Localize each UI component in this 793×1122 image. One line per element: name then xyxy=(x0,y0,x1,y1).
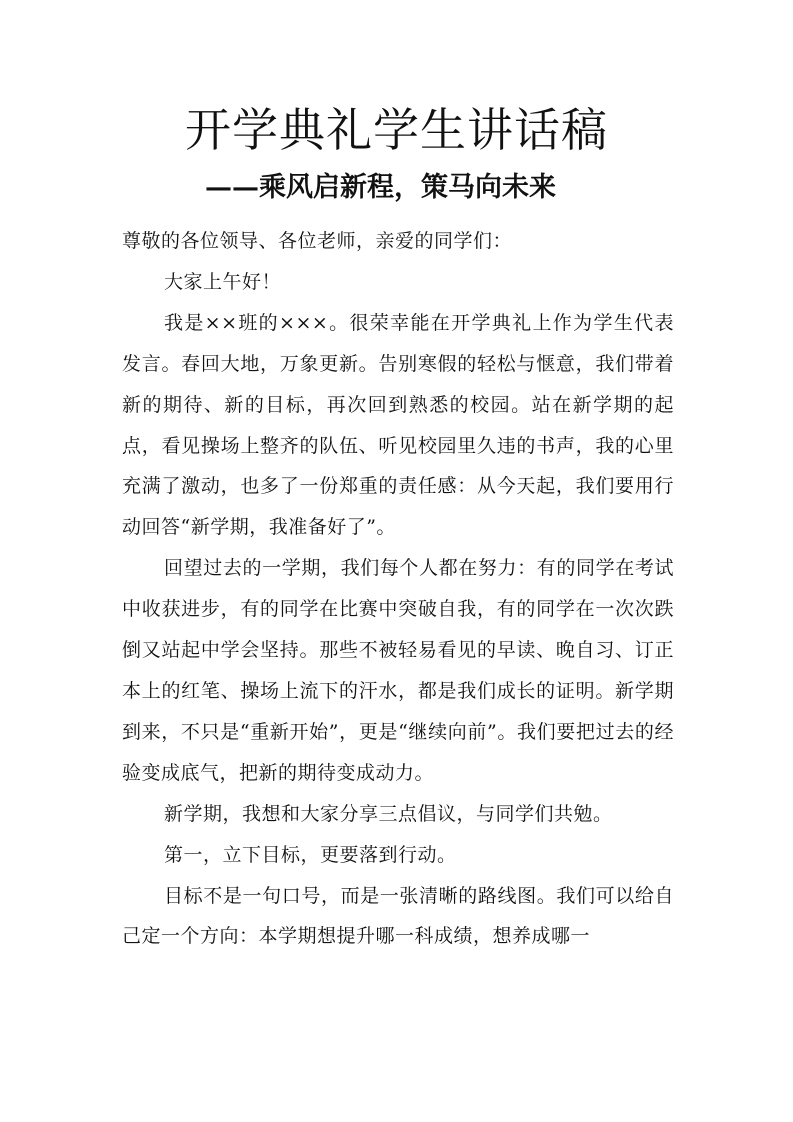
document-subtitle: ——乘风启新程，策马向未来 xyxy=(205,172,556,203)
salutation: 尊敬的各位领导、各位老师，亲爱的同学们： xyxy=(122,230,513,252)
greeting: 大家上午好！ xyxy=(164,270,282,293)
document-title: 开学典礼学生讲话稿 xyxy=(185,103,608,157)
body-paragraph: 我是××班的×××。很荣幸能在开学典礼上作为学生代表发言。春回大地，万象更新。告别寒假的轻松与惬意，我们带着新的期待、新的目标，再次回到熟悉的校园。站在新学期的起点，看见操场上整齐的队伍、听见校园里久违的书声，我的心里充满了激动，也多了一份郑重的责任感：从今天起，我们要用行动回答“新学期，我准备好了”。 xyxy=(122,311,674,539)
body-paragraph: 目标不是一句口号，而是一张清晰的路线图。我们可以给自己定一个方向：本学期想提升哪一科成绩，想养成哪一 xyxy=(122,884,674,948)
section-heading: 第一，立下目标，更要落到行动。 xyxy=(164,843,457,866)
body-paragraph: 新学期，我想和大家分享三点倡议，与同学们共勉。 xyxy=(164,802,613,825)
body-paragraph: 回望过去的一学期，我们每个人都在努力：有的同学在考试中收获进步，有的同学在比赛中突破自我，有的同学在一次次跌倒又站起中学会坚持。那些不被轻易看见的早读、晚自习、订正本上的红笔、操场上流下的汗水，都是我们成长的证明。新学期到来，不只是“重新开始”，更是“继续向前”。我们要把过去的经验变成底气，把新的期待变成动力。 xyxy=(122,557,674,784)
document-body xyxy=(122,221,674,957)
